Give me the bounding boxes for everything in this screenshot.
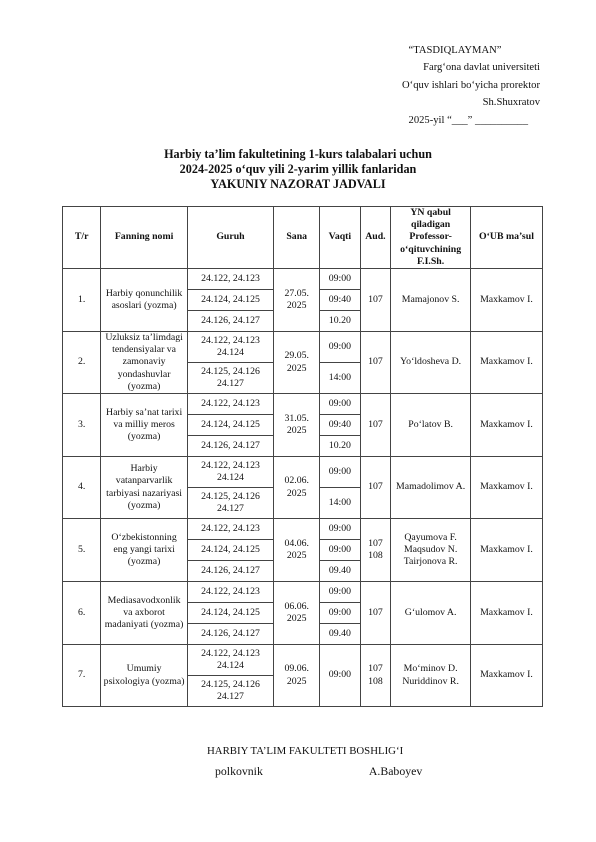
time-cell: 09:00 xyxy=(320,645,360,707)
group-cell: 24.122, 24.123 xyxy=(187,582,273,603)
group-cell: 24.126, 24.127 xyxy=(187,561,273,582)
time-cell: 09:00 xyxy=(320,603,360,624)
row-number: 3. xyxy=(63,394,101,457)
row-number: 2. xyxy=(63,332,101,394)
teacher-cell: Po‘latov B. xyxy=(391,394,471,457)
document-title xyxy=(0,147,596,192)
group-cell: 24.126, 24.127 xyxy=(187,436,273,457)
dean-signature-line xyxy=(207,764,422,778)
group-cell: 24.122, 24.123 24.124 xyxy=(187,645,273,676)
approval-university: Farg‘ona davlat universiteti xyxy=(423,62,540,74)
room-cell: 107 108 xyxy=(360,519,391,582)
group-cell: 24.125, 24.126 24.127 xyxy=(187,488,273,519)
time-cell: 10.20 xyxy=(320,311,360,332)
group-cell: 24.125, 24.126 24.127 xyxy=(187,363,273,394)
group-cell: 24.122, 24.123 24.124 xyxy=(187,332,273,363)
time-cell: 09:00 xyxy=(320,540,360,561)
table-row xyxy=(63,332,543,363)
time-cell: 14:00 xyxy=(320,363,360,394)
group-cell: 24.126, 24.127 xyxy=(187,624,273,645)
group-cell: 24.124, 24.125 xyxy=(187,603,273,624)
date-cell: 06.06. 2025 xyxy=(274,582,320,645)
date-cell: 29.05. 2025 xyxy=(274,332,320,394)
group-cell: 24.126, 24.127 xyxy=(187,311,273,332)
date-cell: 31.05. 2025 xyxy=(274,394,320,457)
room-cell: 107 xyxy=(360,457,391,519)
header-teacher: YN qabul qiladigan Professor-o‘qituvchining F.I.Sh. xyxy=(391,207,471,269)
title-line-2: 2024-2025 o‘quv yili 2-yarim yillik fanlaridan xyxy=(179,162,417,176)
exam-schedule-table xyxy=(62,206,543,707)
approval-signatory: Sh.Shuxratov xyxy=(482,97,540,109)
responsible-cell: Maxkamov I. xyxy=(470,582,542,645)
subject-name: Mediasavodxonlik va axborot madaniyati (yozma) xyxy=(101,582,187,645)
teacher-cell: Mamajonov S. xyxy=(391,269,471,332)
subject-name: Harbiy qonunchilik asoslari (yozma) xyxy=(101,269,187,332)
table-row xyxy=(63,582,543,603)
subject-name: Harbiy sa’nat tarixi va milliy meros (yozma) xyxy=(101,394,187,457)
group-cell: 24.122, 24.123 24.124 xyxy=(187,457,273,488)
time-cell: 09:00 xyxy=(320,519,360,540)
dean-name: A.Baboyev xyxy=(368,764,423,778)
subject-name: O‘zbekistonning eng yangi tarixi (yozma) xyxy=(101,519,187,582)
approval-heading: “TASDIQLAYMAN” xyxy=(408,45,502,56)
row-number: 4. xyxy=(63,457,101,519)
room-cell: 107 108 xyxy=(360,645,391,707)
subject-name: Uzluksiz ta’limdagi tendensiyalar va zamonaviy yondashuvlar (yozma) xyxy=(101,332,187,394)
header-responsible: O‘UB ma’sul xyxy=(470,207,542,269)
time-cell: 09:40 xyxy=(320,290,360,311)
time-cell: 10.20 xyxy=(320,436,360,457)
table-row xyxy=(63,457,543,488)
row-number: 7. xyxy=(63,645,101,707)
time-cell: 09:00 xyxy=(320,582,360,603)
table-row xyxy=(63,269,543,290)
subject-name: Umumiy psixologiya (yozma) xyxy=(101,645,187,707)
responsible-cell: Maxkamov I. xyxy=(470,332,542,394)
date-cell: 04.06. 2025 xyxy=(274,519,320,582)
teacher-cell: G‘ulomov A. xyxy=(391,582,471,645)
header-room: Aud. xyxy=(360,207,391,269)
group-cell: 24.125, 24.126 24.127 xyxy=(187,676,273,707)
title-line-1: Harbiy ta’lim fakultetining 1-kurs talabalari uchun xyxy=(164,147,432,161)
table-body xyxy=(63,269,543,707)
date-cell: 02.06. 2025 xyxy=(274,457,320,519)
header-num: T/r xyxy=(63,207,101,269)
time-cell: 14:00 xyxy=(320,488,360,519)
room-cell: 107 xyxy=(360,582,391,645)
teacher-cell: Mo‘minov D. Nuriddinov R. xyxy=(391,645,471,707)
row-number: 5. xyxy=(63,519,101,582)
room-cell: 107 xyxy=(360,332,391,394)
table-header-row xyxy=(63,207,543,269)
table-row xyxy=(63,645,543,676)
header-subject: Fanning nomi xyxy=(101,207,187,269)
row-number: 1. xyxy=(63,269,101,332)
responsible-cell: Maxkamov I. xyxy=(470,519,542,582)
group-cell: 24.122, 24.123 xyxy=(187,394,273,415)
header-date: Sana xyxy=(274,207,320,269)
header-time: Vaqti xyxy=(320,207,360,269)
header-group: Guruh xyxy=(187,207,273,269)
signature-block xyxy=(207,744,422,778)
group-cell: 24.124, 24.125 xyxy=(187,415,273,436)
time-cell: 09:00 xyxy=(320,269,360,290)
responsible-cell: Maxkamov I. xyxy=(470,394,542,457)
approval-date: 2025-yil “___” __________ xyxy=(408,114,528,126)
subject-name: Harbiy vatanparvarlik tarbiyasi nazariyasi (yozma) xyxy=(101,457,187,519)
group-cell: 24.124, 24.125 xyxy=(187,540,273,561)
table-row xyxy=(63,519,543,540)
time-cell: 09:40 xyxy=(320,415,360,436)
responsible-cell: Maxkamov I. xyxy=(470,645,542,707)
time-cell: 09:00 xyxy=(320,457,360,488)
group-cell: 24.122, 24.123 xyxy=(187,269,273,290)
room-cell: 107 xyxy=(360,394,391,457)
approval-block xyxy=(320,42,540,129)
time-cell: 09:00 xyxy=(320,332,360,363)
row-number: 6. xyxy=(63,582,101,645)
time-cell: 09.40 xyxy=(320,561,360,582)
date-cell: 09.06. 2025 xyxy=(274,645,320,707)
time-cell: 09.40 xyxy=(320,624,360,645)
time-cell: 09:00 xyxy=(320,394,360,415)
title-line-3: YAKUNIY NAZORAT JADVALI xyxy=(210,177,386,191)
group-cell: 24.122, 24.123 xyxy=(187,519,273,540)
table-row xyxy=(63,394,543,415)
teacher-cell: Mamadolimov A. xyxy=(391,457,471,519)
group-cell: 24.124, 24.125 xyxy=(187,290,273,311)
dean-title: HARBIY TA’LIM FAKULTETI BOSHLIG‘I xyxy=(207,745,404,757)
room-cell: 107 xyxy=(360,269,391,332)
dean-rank: polkovnik xyxy=(215,764,263,778)
approval-position: O‘quv ishlari bo‘yicha prorektor xyxy=(402,79,540,91)
teacher-cell: Qayumova F. Maqsudov N. Tairjonova R. xyxy=(391,519,471,582)
responsible-cell: Maxkamov I. xyxy=(470,269,542,332)
responsible-cell: Maxkamov I. xyxy=(470,457,542,519)
date-cell: 27.05. 2025 xyxy=(274,269,320,332)
teacher-cell: Yo‘ldosheva D. xyxy=(391,332,471,394)
